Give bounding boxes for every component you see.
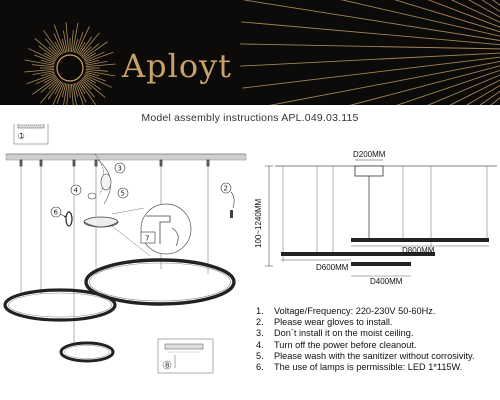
dimension-label-medium-ring: D600MM — [316, 263, 349, 272]
svg-text:6: 6 — [53, 208, 58, 217]
sunburst-ray — [241, 22, 500, 45]
assembly-diagram — [0, 124, 255, 400]
sunburst-ray — [274, 77, 500, 105]
ring-large-side — [351, 238, 489, 242]
inset-diagram-1 — [14, 124, 48, 144]
instruction-list — [256, 306, 475, 373]
sunburst-ray — [40, 80, 59, 103]
instruction-item: 1. Voltage/Frequency: 220-230V 50-60Hz. — [256, 306, 436, 316]
sunburst-ray — [82, 78, 105, 97]
sunburst-ray — [261, 0, 500, 29]
sunburst-ray — [27, 73, 55, 83]
sunburst-ray — [240, 53, 500, 66]
dimension-label-height: 100~1240MM — [254, 198, 263, 248]
svg-text:3: 3 — [117, 164, 122, 173]
callout-4 — [71, 185, 81, 195]
sunburst-ray — [240, 44, 500, 49]
callout-5 — [118, 188, 128, 198]
brand-logo-text: Aployt — [122, 47, 233, 85]
callout-number: 7 — [145, 234, 150, 243]
sunburst-ray — [257, 69, 500, 105]
sunburst-decoration — [0, 0, 500, 105]
canopy-assembly — [84, 154, 118, 227]
svg-text:5: 5 — [120, 189, 125, 198]
svg-text:2: 2 — [223, 184, 228, 193]
dimension-label-large-ring: D800MM — [402, 246, 435, 255]
dimension-label-top: D200MM — [353, 150, 386, 159]
instruction-item: 5. Please wash with the sanitizer without corrosivity. — [256, 350, 475, 361]
sunburst-ray — [248, 0, 500, 37]
sunburst-ray — [80, 33, 99, 56]
ring-small-side — [351, 262, 411, 266]
canopy-outline — [355, 166, 383, 176]
sunburst-ray — [265, 73, 500, 105]
instruction-item: 2. Please wear gloves to install. — [256, 317, 393, 328]
sunburst-ray — [35, 38, 58, 57]
sunburst-ray — [85, 52, 113, 62]
svg-text:8: 8 — [165, 361, 170, 370]
detail-magnifier-7 — [112, 204, 191, 256]
sunburst-ray — [324, 91, 500, 105]
brand-banner — [0, 0, 500, 105]
inset-diagram-8 — [158, 339, 213, 373]
ring-medium — [5, 290, 115, 320]
instruction-item: 6. The use of lamps is permissible: LED 1*115W. — [256, 362, 463, 373]
sunburst-ray — [54, 25, 64, 53]
dimension-diagram — [255, 140, 500, 300]
instruction-item: 3. Don`t install it on the moist ceiling. — [256, 328, 414, 339]
sunburst-ray — [356, 96, 500, 105]
instruction-item: 4. Turn off the power before cleanout. — [256, 339, 417, 350]
callout-number: 1 — [19, 132, 24, 141]
callout-3 — [115, 163, 125, 173]
callout-6 — [51, 207, 61, 217]
sunburst-ray — [285, 81, 500, 105]
document-title: Model assembly instructions APL.049.03.115 — [141, 112, 359, 124]
svg-text:4: 4 — [73, 186, 78, 195]
ceiling — [6, 154, 246, 160]
dimension-label-small-ring: D400MM — [370, 277, 403, 286]
callout-2 — [221, 183, 234, 218]
